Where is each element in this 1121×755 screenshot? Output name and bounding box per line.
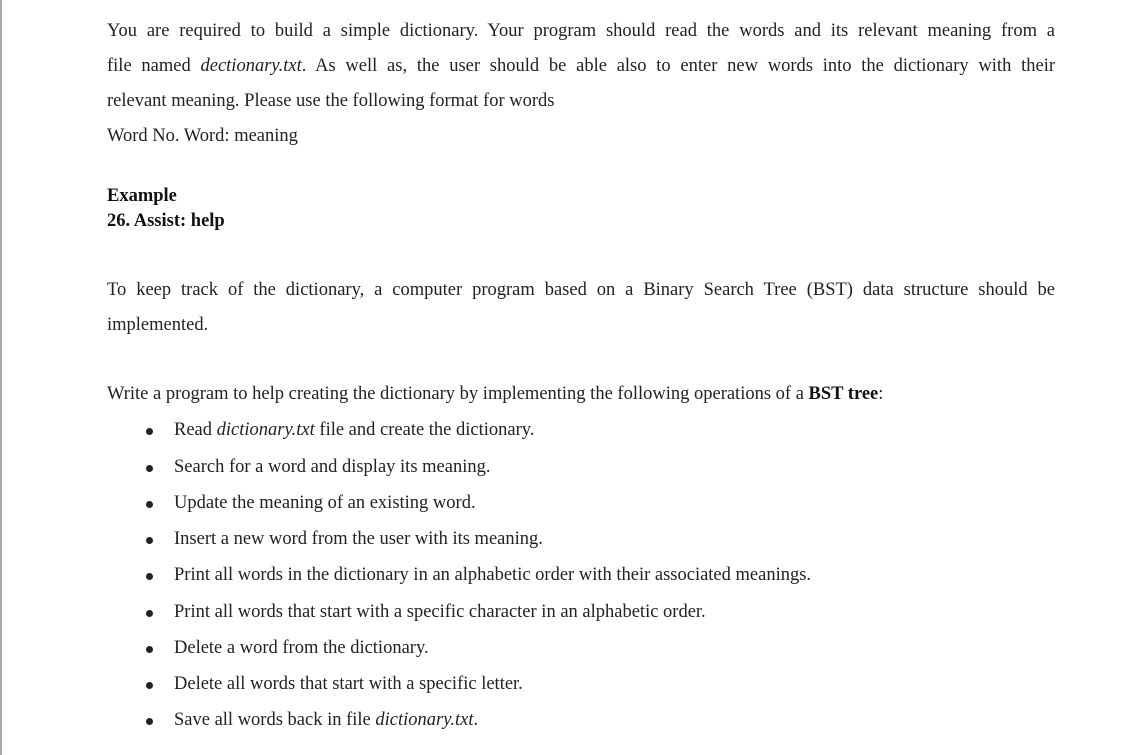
example-entry: 26. Assist: help — [107, 211, 225, 231]
task-bold-bst: BST tree — [808, 384, 879, 404]
filename-dectionary: dectionary.txt — [200, 56, 302, 76]
intro-line-1: You are required to build a simple dictionary. Your program should read the words and its relevant meaning from a — [107, 21, 1055, 41]
task-statement — [107, 385, 883, 404]
intro-line-2 — [107, 57, 1055, 76]
operation-text — [174, 421, 534, 440]
operation-text-pre: Read — [174, 420, 217, 440]
format-line: Word No. Word: meaning — [107, 126, 298, 146]
operation-text: Print all words that start with a specific character in an alphabetic order. — [174, 602, 706, 622]
operation-text: Delete all words that start with a specific letter. — [174, 674, 523, 694]
intro-line-3: relevant meaning. Please use the following format for words — [107, 91, 555, 111]
operation-text-post: file and create the dictionary. — [314, 420, 535, 440]
operation-text — [174, 711, 478, 730]
operation-text: Delete a word from the dictionary. — [174, 638, 429, 658]
operation-text: Print all words in the dictionary in an alphabetic order with their associated meanings. — [174, 565, 812, 585]
bullet-icon — [146, 682, 153, 689]
bullet-icon — [146, 646, 153, 653]
intro-line-2-pre: file named — [107, 56, 201, 76]
tracking-line-2: implemented. — [107, 315, 209, 335]
bullet-icon — [146, 501, 153, 508]
bullet-icon — [146, 465, 153, 472]
task-suffix: : — [878, 384, 884, 404]
operation-text-pre: Save all words back in file — [174, 710, 376, 730]
bullet-icon — [146, 537, 153, 544]
bullet-icon — [146, 610, 153, 617]
intro-line-2-post: . As well as, the user should be able also to enter new words into the dictionary with their — [301, 56, 1055, 76]
operation-text: Update the meaning of an existing word. — [174, 493, 476, 513]
bullet-icon — [146, 428, 153, 435]
operation-text-post: . — [473, 710, 479, 730]
example-heading: Example — [107, 186, 177, 206]
operation-text: Insert a new word from the user with its meaning. — [174, 529, 543, 549]
task-prefix: Write a program to help creating the dictionary by implementing the following operations of a — [107, 384, 809, 404]
operation-text: Search for a word and display its meaning. — [174, 457, 491, 477]
tracking-line-1: To keep track of the dictionary, a computer program based on a Binary Search Tree (BST) data structure should be — [107, 280, 1055, 300]
operation-filename: dictionary.txt — [375, 710, 474, 730]
operation-filename: dictionary.txt — [216, 420, 315, 440]
bullet-icon — [146, 718, 153, 725]
bullet-icon — [146, 573, 153, 580]
